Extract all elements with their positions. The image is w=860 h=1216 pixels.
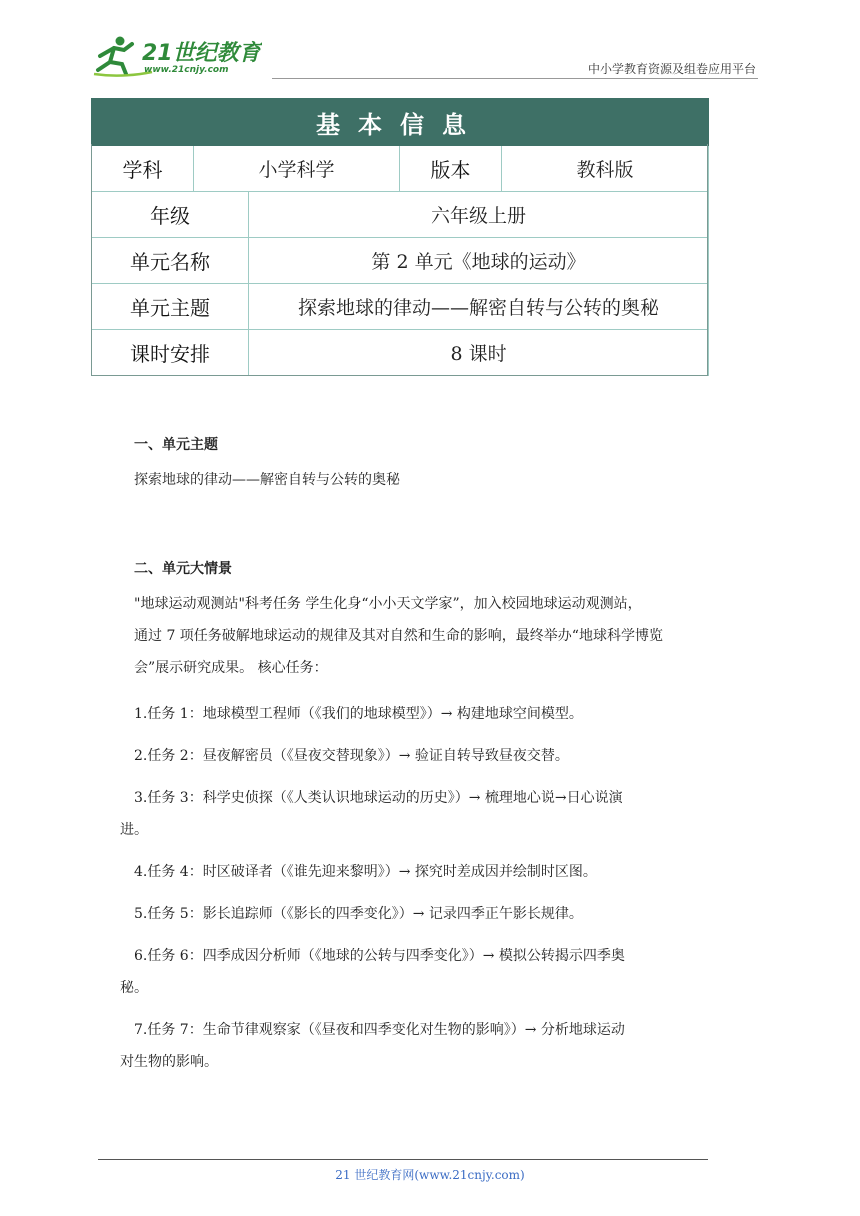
table-border-bottom [91, 375, 708, 376]
subject-label: 学科 [92, 146, 194, 192]
site-logo[interactable] [92, 34, 262, 78]
schedule-label: 课时安排 [92, 330, 249, 376]
logo-text: 21世纪教育 [142, 41, 261, 66]
task-2: 2.任务 2：昼夜解密员（《昼夜交替现象》）→ 验证自转导致昼夜交替。 [134, 748, 569, 764]
task-6: 6.任务 6：四季成因分析师（《地球的公转与四季变化》）→ 模拟公转揭示四季奥 [134, 948, 625, 964]
edition-label: 版本 [400, 146, 502, 192]
task-5: 5.任务 5：影长追踪师（《影长的四季变化》）→ 记录四季正午影长规律。 [134, 906, 583, 922]
scenario-line-2: 通过 7 项任务破解地球运动的规律及其对自然和生命的影响，最终举办“地球科学博览 [134, 628, 663, 644]
table-border-left [91, 144, 92, 376]
subject-value: 小学科学 [194, 146, 400, 192]
section1-text: 探索地球的律动——解密自转与公转的奥秘 [134, 472, 400, 488]
unit-name-label: 单元名称 [92, 238, 249, 284]
basic-info-table [91, 98, 709, 376]
grade-label: 年级 [92, 192, 249, 238]
task-3: 3.任务 3：科学史侦探（《人类认识地球运动的历史》）→ 梳理地心说→日心说演 [134, 790, 623, 806]
edition-value: 教科版 [502, 146, 709, 192]
table-title: 基本信息 [92, 99, 709, 146]
footer-divider [98, 1159, 708, 1160]
task-3-cont: 进。 [120, 822, 148, 838]
task-6-cont: 秘。 [120, 980, 148, 996]
platform-name: 中小学教育资源及组卷应用平台 [587, 62, 756, 76]
task-7-cont: 对生物的影响。 [120, 1054, 218, 1070]
task-7: 7.任务 7：生命节律观察家（《昼夜和四季变化对生物的影响》）→ 分析地球运动 [134, 1022, 625, 1038]
scenario-line-1: "地球运动观测站"科考任务 学生化身“小小天文学家”，加入校园地球运动观测站， [134, 596, 642, 612]
unit-theme-value: 探索地球的律动——解密自转与公转的奥秘 [249, 284, 709, 330]
section2-heading: 二、单元大情景 [134, 561, 232, 577]
task-1: 1.任务 1：地球模型工程师（《我们的地球模型》）→ 构建地球空间模型。 [134, 706, 583, 722]
section1-heading: 一、单元主题 [134, 437, 218, 453]
scenario-line-3: 会”展示研究成果。 核心任务： [134, 660, 328, 676]
header-divider [272, 78, 758, 79]
schedule-value: 8 课时 [249, 330, 709, 376]
footer-link[interactable]: 21 世纪教育网(www.21cnjy.com) [335, 1168, 525, 1182]
unit-theme-label: 单元主题 [92, 284, 249, 330]
page-header [0, 0, 860, 90]
grade-value: 六年级上册 [249, 192, 709, 238]
logo-url: www.21cnjy.com [144, 65, 229, 75]
table-border-right [707, 144, 708, 376]
task-4: 4.任务 4：时区破译者（《谁先迎来黎明》）→ 探究时差成因并绘制时区图。 [134, 864, 597, 880]
unit-name-value: 第 2 单元《地球的运动》 [249, 238, 709, 284]
runner-logo-icon [92, 34, 262, 78]
